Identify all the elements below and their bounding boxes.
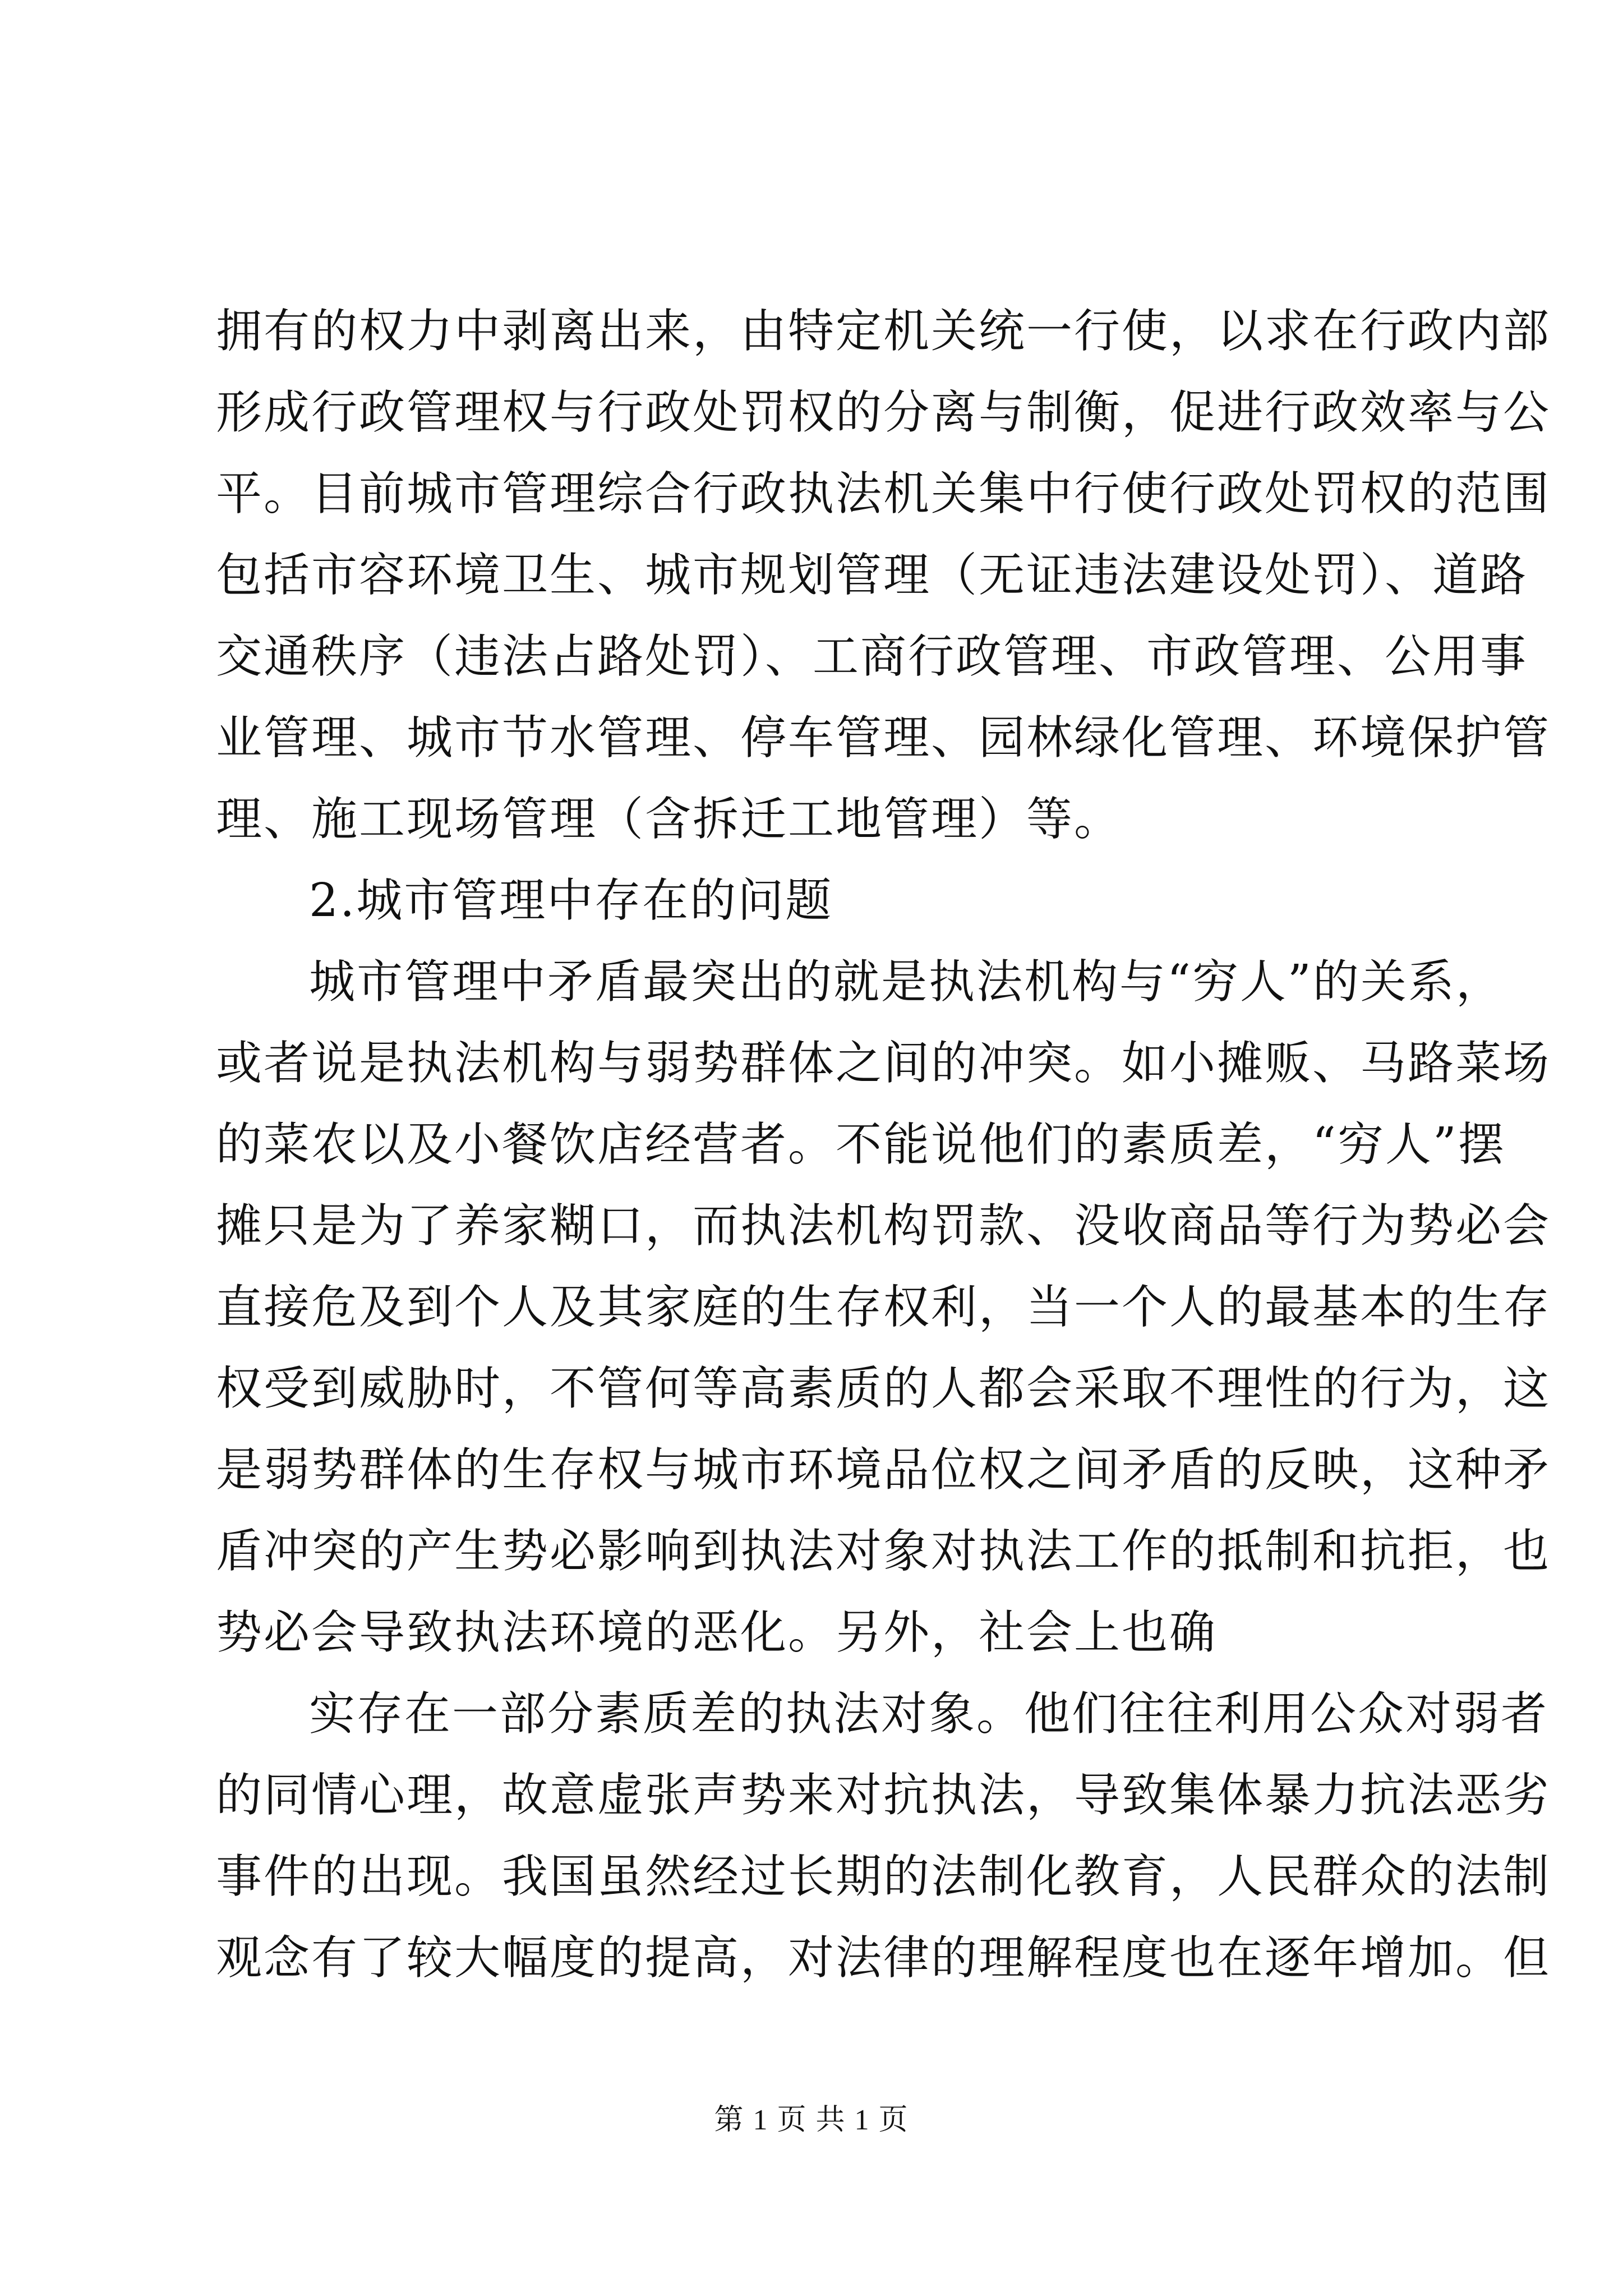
body-line: 交通秩序（违法占路处罚）、工商行政管理、市政管理、公用事: [216, 630, 1528, 683]
paragraph-first-line: 城市管理中矛盾最突出的就是执法机构与“穷人”的关系，: [309, 955, 1504, 1009]
body-line: 包括市容环境卫生、城市规划管理（无证违法建设处罚）、道路: [216, 549, 1528, 602]
body-line: 摊只是为了养家糊口，而执法机构罚款、没收商品等行为势必会: [216, 1199, 1551, 1253]
body-line: 理、施工现场管理（含拆迁工地管理）等。: [216, 793, 1122, 846]
body-line: 或者说是执法机构与弱势群体之间的冲突。如小摊贩、马路菜场: [216, 1037, 1551, 1090]
body-line: 直接危及到个人及其家庭的生存权利，当一个人的最基本的生存: [216, 1281, 1551, 1334]
paragraph-first-line: 实存在一部分素质差的执法对象。他们往往利用公众对弱者: [309, 1687, 1549, 1741]
body-line: 观念有了较大幅度的提高，对法律的理解程度也在逐年增加。但: [216, 1931, 1551, 1985]
page-footer: [0, 2101, 1623, 2140]
document-body: [216, 291, 1551, 1999]
section-heading: 2.城市管理中存在的问题: [309, 874, 833, 927]
body-line: 平。目前城市管理综合行政执法机关集中行使行政处罚权的范围: [216, 467, 1551, 521]
body-line: 的菜农以及小餐饮店经营者。不能说他们的素质差，“穷人”摆: [216, 1118, 1506, 1171]
page-number-label: 第 1 页 共 1 页: [714, 2104, 909, 2136]
body-line: 盾冲突的产生势必影响到执法对象对执法工作的抵制和抗拒，也: [216, 1525, 1551, 1578]
body-line: 事件的出现。我国虽然经过长期的法制化教育，人民群众的法制: [216, 1850, 1551, 1903]
body-line: 拥有的权力中剥离出来，由特定机关统一行使，以求在行政内部: [216, 305, 1551, 358]
body-line: 权受到威胁时，不管何等高素质的人都会采取不理性的行为，这: [216, 1362, 1551, 1415]
body-line: 形成行政管理权与行政处罚权的分离与制衡，促进行政效率与公: [216, 386, 1551, 439]
body-line: 的同情心理，故意虚张声势来对抗执法，导致集体暴力抗法恶劣: [216, 1769, 1551, 1822]
body-line: 是弱势群体的生存权与城市环境品位权之间矛盾的反映，这种矛: [216, 1443, 1551, 1497]
body-line: 业管理、城市节水管理、停车管理、园林绿化管理、环境保护管: [216, 711, 1551, 765]
body-line: 势必会导致执法环境的恶化。另外，社会上也确: [216, 1606, 1218, 1659]
